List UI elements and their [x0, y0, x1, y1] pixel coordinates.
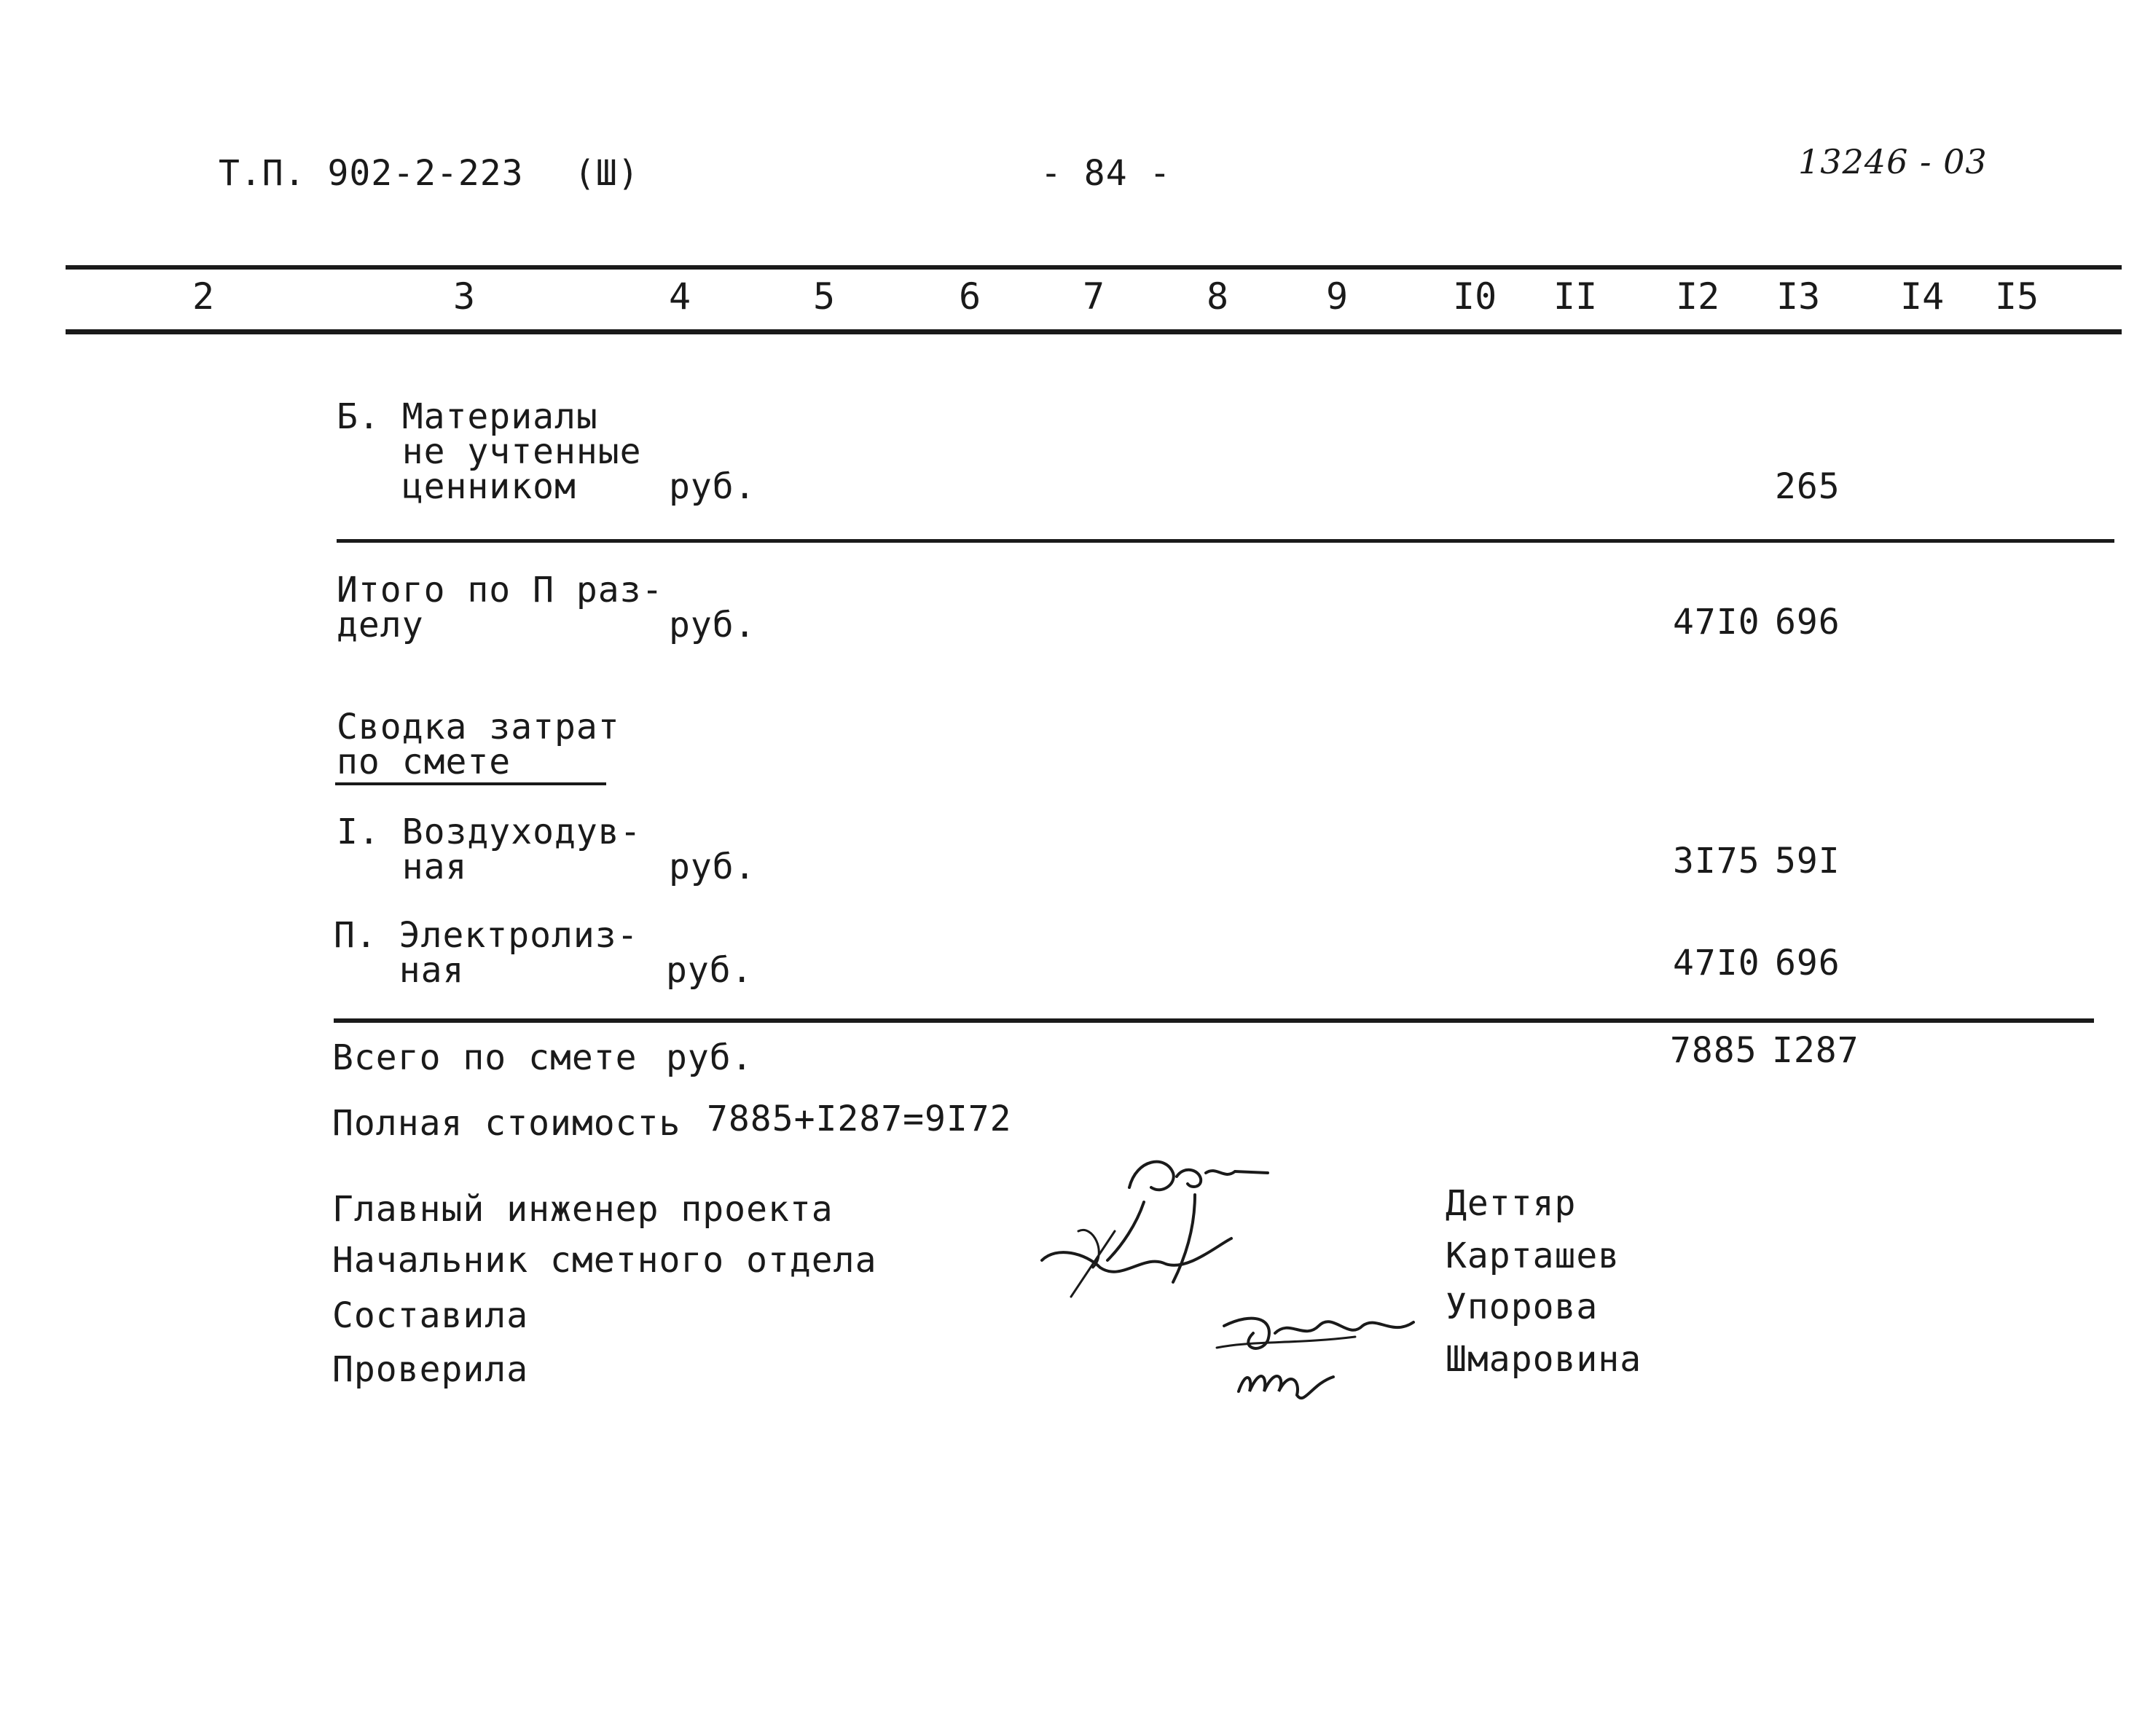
- signer-name-compiled-by: Упорова: [1446, 1287, 1599, 1327]
- electrolysis-label-line-1: П. Электролиз-: [334, 915, 639, 956]
- header-top-rule: [66, 265, 2122, 270]
- materials-label-line-1: Б. Материалы: [337, 396, 598, 437]
- column-number-2: 2: [192, 275, 215, 318]
- summary-heading-line-2: по смете: [337, 742, 511, 782]
- column-number-9: 9: [1326, 275, 1349, 318]
- signer-role-compiled-by: Составила: [332, 1295, 529, 1336]
- electrolysis-col13-value: 696: [1775, 943, 1840, 983]
- materials-separator-rule: [337, 539, 2114, 543]
- signer-role-checked-by: Проверила: [332, 1349, 529, 1390]
- materials-col13-value: 265: [1775, 466, 1840, 507]
- electrolysis-col12-value: 47I0: [1673, 943, 1760, 983]
- column-number-15: I5: [1995, 275, 2039, 318]
- column-number-8: 8: [1207, 275, 1229, 318]
- grand-total-col13-value: I287: [1772, 1030, 1859, 1071]
- signer-name-chief-engineer: Деттяр: [1446, 1183, 1577, 1224]
- blower-label-line-1: I. Воздуходув-: [337, 812, 642, 852]
- archive-number: 13246 - 03: [1798, 142, 1988, 181]
- volume-mark: (Ш): [574, 153, 640, 194]
- blower-label-line-2: ная: [337, 847, 468, 887]
- section-total-col12-value: 47I0: [1673, 602, 1760, 643]
- section-total-label-line-2: делу: [337, 605, 424, 645]
- column-number-3: 3: [453, 275, 476, 318]
- section-total-unit: руб.: [669, 605, 756, 645]
- handwritten-signature-compiled-checked: [1209, 1297, 1428, 1413]
- column-number-5: 5: [813, 275, 836, 318]
- header-bottom-rule: [66, 329, 2122, 334]
- column-number-14: I4: [1900, 275, 1945, 318]
- column-number-10: I0: [1453, 275, 1497, 318]
- electrolysis-label-line-2: ная: [334, 950, 465, 991]
- full-cost-formula: 7885+I287=9I72: [707, 1099, 1012, 1139]
- document-code: Т.П. 902-2-223: [219, 153, 524, 194]
- blower-col12-value: 3I75: [1673, 841, 1760, 881]
- section-total-col13-value: 696: [1775, 602, 1840, 643]
- blower-col13-value: 59I: [1775, 841, 1840, 881]
- column-number-6: 6: [959, 275, 981, 318]
- materials-label-line-2: не учтенные: [337, 431, 642, 472]
- column-number-7: 7: [1083, 275, 1105, 318]
- column-number-4: 4: [669, 275, 691, 318]
- signer-role-estimate-head: Начальник сметного отдела: [332, 1240, 877, 1281]
- column-number-11: II: [1553, 275, 1598, 318]
- page-number: - 84 -: [1040, 153, 1172, 194]
- total-separator-rule: [334, 1018, 2094, 1023]
- column-number-13: I3: [1776, 275, 1821, 318]
- section-total-label-line-1: Итого по П раз-: [337, 570, 664, 610]
- electrolysis-unit: руб.: [666, 950, 753, 991]
- column-number-12: I2: [1676, 275, 1720, 318]
- summary-heading-line-1: Сводка затрат: [337, 707, 620, 747]
- grand-total-col12-value: 7885: [1670, 1030, 1757, 1071]
- materials-label-line-3: ценником: [337, 466, 576, 507]
- summary-heading-underline: [335, 782, 606, 785]
- materials-unit: руб.: [669, 466, 756, 507]
- grand-total-label: Всего по смете: [332, 1037, 638, 1078]
- handwritten-signature-chief-engineer: [1027, 1144, 1319, 1319]
- blower-unit: руб.: [669, 847, 756, 887]
- signer-name-estimate-head: Карташев: [1446, 1236, 1620, 1276]
- signer-name-checked-by: Шмаровина: [1446, 1339, 1642, 1380]
- signer-role-chief-engineer: Главный инженер проекта: [332, 1189, 834, 1230]
- full-cost-label: Полная стоимость: [332, 1103, 681, 1144]
- grand-total-unit: руб.: [666, 1037, 753, 1078]
